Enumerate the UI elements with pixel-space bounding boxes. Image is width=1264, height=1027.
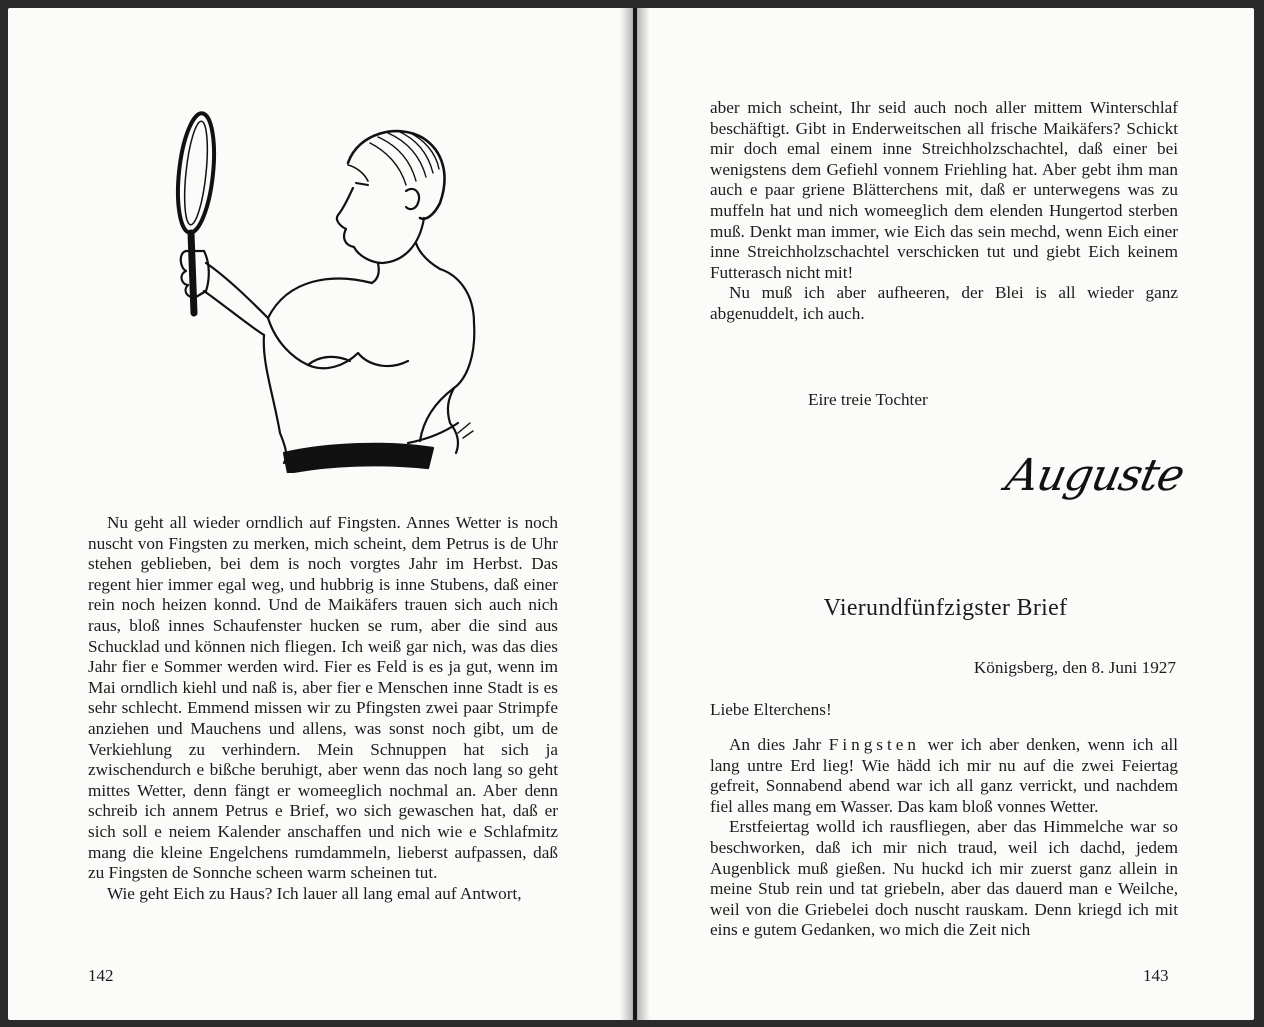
left-body-text bbox=[88, 513, 558, 904]
paragraph: Nu muß ich aber aufheeren, der Blei is all wieder ganz abgenuddelt, ich auch. bbox=[710, 283, 1178, 323]
paragraph-start: An dies Jahr bbox=[729, 735, 829, 754]
paragraph-rest: wer ich aber denken, wenn ich all lang untre Erd lieg! Wie hädd ich mir nu auf die zwei Feiertag gefreit, Sonnabend abend war ich all ganz verrickt, und nachdem fiel alles mang em Wasser. Das kam bloß vonnes Wetter. bbox=[710, 735, 1179, 816]
spaced-word: Fingsten bbox=[828, 735, 920, 754]
mirror-handle bbox=[191, 233, 194, 313]
paragraph: Nu geht all wieder orndlich auf Fingsten. Annes Wetter is noch nuscht von Fingsten zu merken, mich scheint, dem Petrus is de Uhr stehen geblieben, bei dem is noch vorgtes Jahr im Herbst. Das regent hier immer egal weg, und hubbrig is inne Stubens, daß einer rein noch heizen konnd. Und de Maikäfers trauen sich auch nich raus, bloß innes Schaufenster hucken se rum, aber die sind aus Schucklad und können nich fliegen. Ich weiß gar nich, was das dies Jahr fier e Sommer werden wird. Fier es Feld is es ja gut, wenn im Mai orndlich kiehl und naß is, aber fier e Menschen inne Stadt is es sehr schlecht. Emmend missen wir zu Pfingsten zwei paar Strimpfe anziehen und Mauchens und allens, was sonst noch gibt, um de Verkiehlung zu verhindern. Mein Schnuppen hat sich ja zwischendurch e bißche beruhigt, aber wenn das noch lang so geht mittes Wetter, denn fängt er womeeglich nochmal an. Aber denn schreib ich annem Petrus e Brief, wo sich gewaschen hat, daß er sich soll e neiem Kalender anschaffen und nich wie e Schlafmitz mang die kleine Engelchens rumdammeln, lieberst aufpassen, daß zu Fingsten de Sonnche scheen warm scheinen tut. bbox=[88, 513, 558, 883]
chapter-heading: Vierundfünfzigster Brief bbox=[823, 595, 1068, 621]
paragraph bbox=[710, 735, 1178, 817]
paragraph: Erstfeiertag wolld ich rausfliegen, aber das Himmelche war so beschworken, daß ich mir nich traud, weil ich dachd, jedem Augenblick muß gießen. Nu huckd ich mir zuerst ganz allein in meine Stub rein und tat griebeln, aber das dauerd man e Weilche, weil von die Griebelei doch nuscht rauskam. Denn kriegd ich mit eins e gutem Gedanken, wo mich die Zeit nich bbox=[710, 817, 1178, 940]
right-body-text-bottom bbox=[710, 735, 1178, 941]
right-page bbox=[637, 8, 1254, 1020]
mirror-frame bbox=[173, 112, 219, 235]
left-page bbox=[8, 8, 633, 1020]
letter-dateline: Königsberg, den 8. Juni 1927 bbox=[973, 658, 1176, 677]
page-number: 142 bbox=[88, 966, 114, 985]
paragraph: aber mich scheint, Ihr seid auch noch aller mittem Winterschlaf beschäftigt. Gibt in Enderweitschen all frische Maikäfers? Schickt mir doch emal einem inne Streichholzschachtel, daß einer bei wenigstens dem Gefiehl vonnem Friehling hat. Aber gebt ihm man auch e paar griene Blätterchens mit, daß er unterwegens was zu muffeln hat und nich womeeglich dem elenden Hungertod sterben muß. Denkt man immer, wie Eich das sein mechd, wenn Eich einer inne Streichholzschachtel verschicken tut und giebt Eich keinem Futterasch nicht mit! bbox=[710, 98, 1178, 282]
page-number: 143 bbox=[1143, 966, 1169, 985]
right-body-text-top bbox=[710, 98, 1178, 325]
letter-salutation: Liebe Elterchens! bbox=[710, 700, 832, 719]
woman-with-hand-mirror-illustration bbox=[158, 103, 478, 473]
signature: Auguste bbox=[1001, 450, 1189, 501]
letter-closing: Eire treie Tochter bbox=[808, 390, 928, 409]
paragraph: Wie geht Eich zu Haus? Ich lauer all lang emal auf Antwort, bbox=[107, 883, 522, 903]
